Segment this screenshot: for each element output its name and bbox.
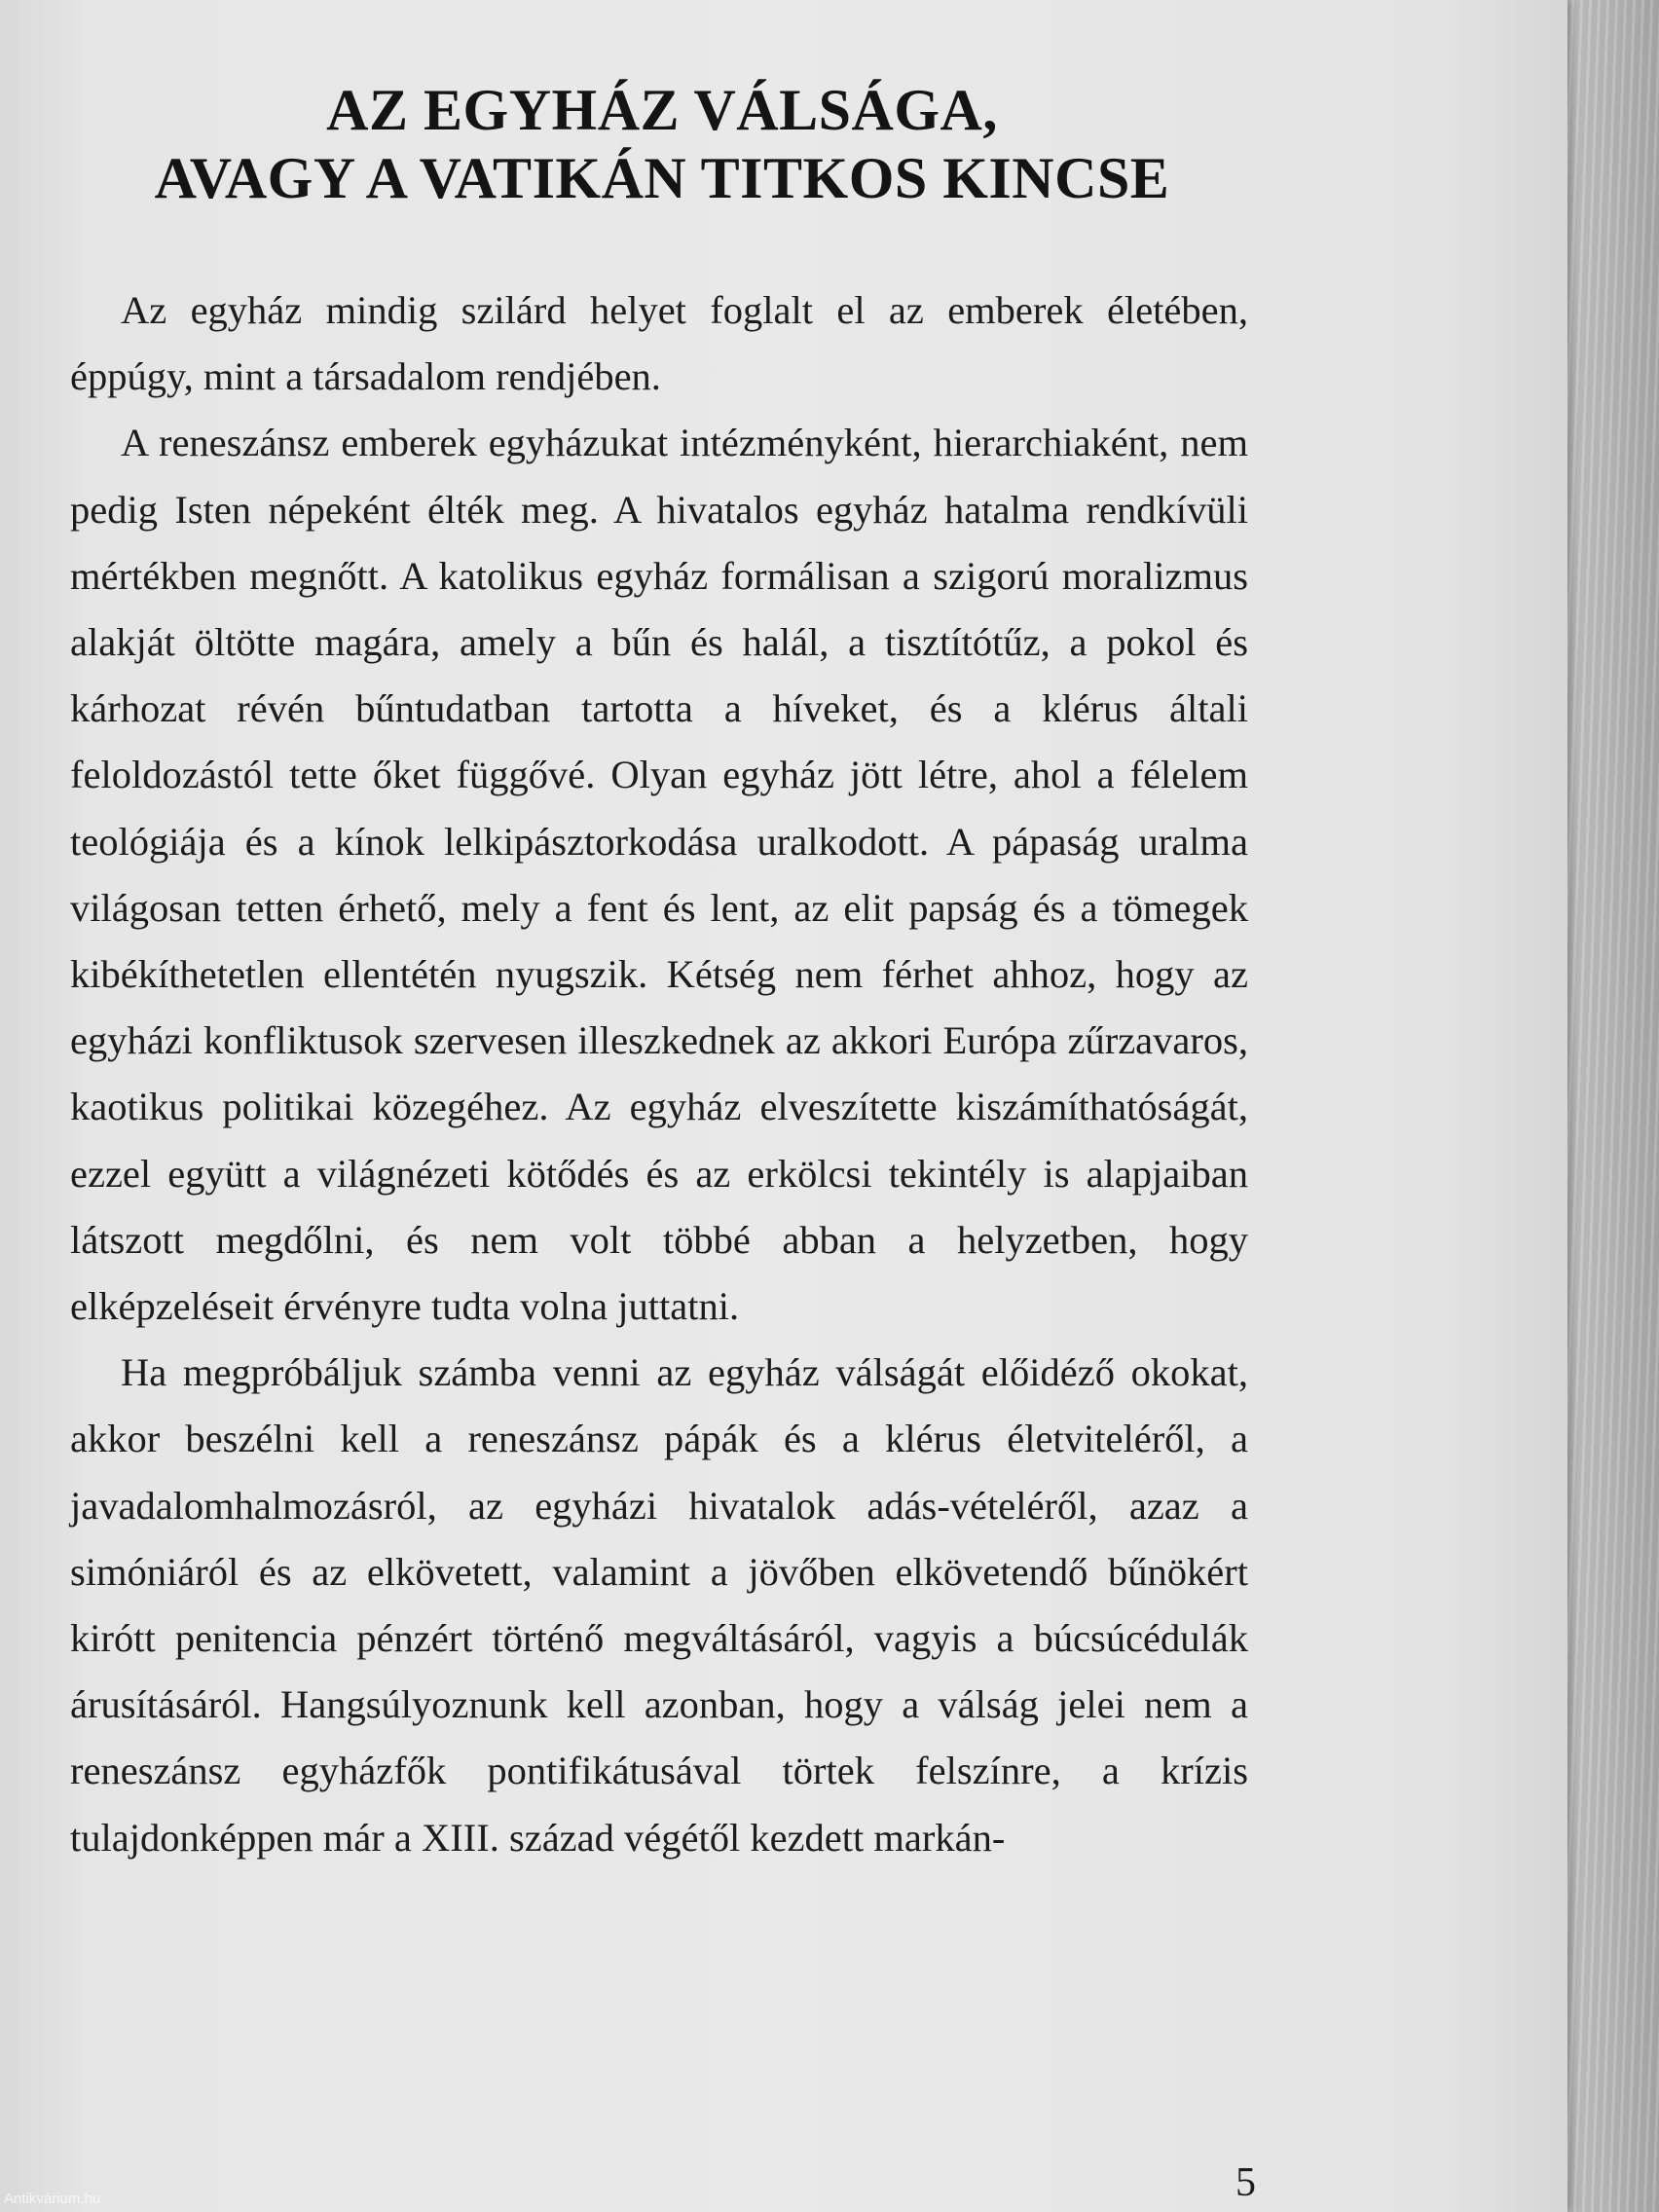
page-number: 5 (1235, 2160, 1256, 2205)
body-text (70, 277, 1248, 1871)
chapter-title (97, 76, 1227, 212)
watermark: Antikvárium.hu (4, 2191, 101, 2207)
chapter-title-line-2: AVAGY A VATIKÁN TITKOS KINCSE (154, 146, 1170, 210)
paragraph-1: Az egyház mindig szilárd helyet foglalt el az emberek életében, éppúgy, mint a társadalom rendjében. (70, 288, 1248, 399)
paragraph-3: Ha megpróbáljuk számba venni az egyház válságát előidéző okokat, akkor beszélni kell a reneszánsz pápák és a klérus életviteléről, a javadalomhalmozásról, az egyházi hivatalok adás-vételéről, azaz a simóniáról és az elkövetett, valamint a jövőben elkövetendő bűnökért kirótt penitencia pénzért történő megváltásáról, vagyis a búcsúcédulák árusításáról. Hangsúlyoznunk kell azonban, hogy a válság jelei nem a reneszánsz egyházfők pontifikátusával törtek felszínre, a krízis tulajdonképpen már a XIII. század végétől kezdett markán- (70, 1350, 1248, 1860)
paragraph-2: A reneszánsz emberek egyházukat intézményként, hierarchiaként, nem pedig Isten népeként élték meg. A hivatalos egyház hatalma rendkívüli mértékben megnőtt. A katolikus egyház formálisan a szigorú moralizmus alakját öltötte magára, amely a bűn és halál, a tisztítótűz, a pokol és kárhozat révén bűntudatban tartotta a híveket, és a klérus általi feloldozástól tette őket függővé. Olyan egyház jött létre, ahol a félelem teológiája és a kínok lelkipásztorkodása uralkodott. A pápaság uralma világosan tetten érhető, mely a fent és lent, az elit papság és a tömegek kibékíthetetlen ellentétén nyugszik. Kétség nem férhet ahhoz, hogy az egyházi konfliktusok szervesen illeszkednek az akkori Európa zűrzavaros, kaotikus politikai közegéhez. Az egyház elveszítette kiszámíthatóságát, ezzel együtt a világnézeti kötődés és az erkölcsi tekintély is alapjaiban látszott megdőlni, és nem volt többé abban a helyzetben, hogy elképzeléseit érvényre tudta volna juttatni. (70, 421, 1248, 1329)
chapter-title-line-1: AZ EGYHÁZ VÁLSÁGA, (326, 78, 998, 142)
